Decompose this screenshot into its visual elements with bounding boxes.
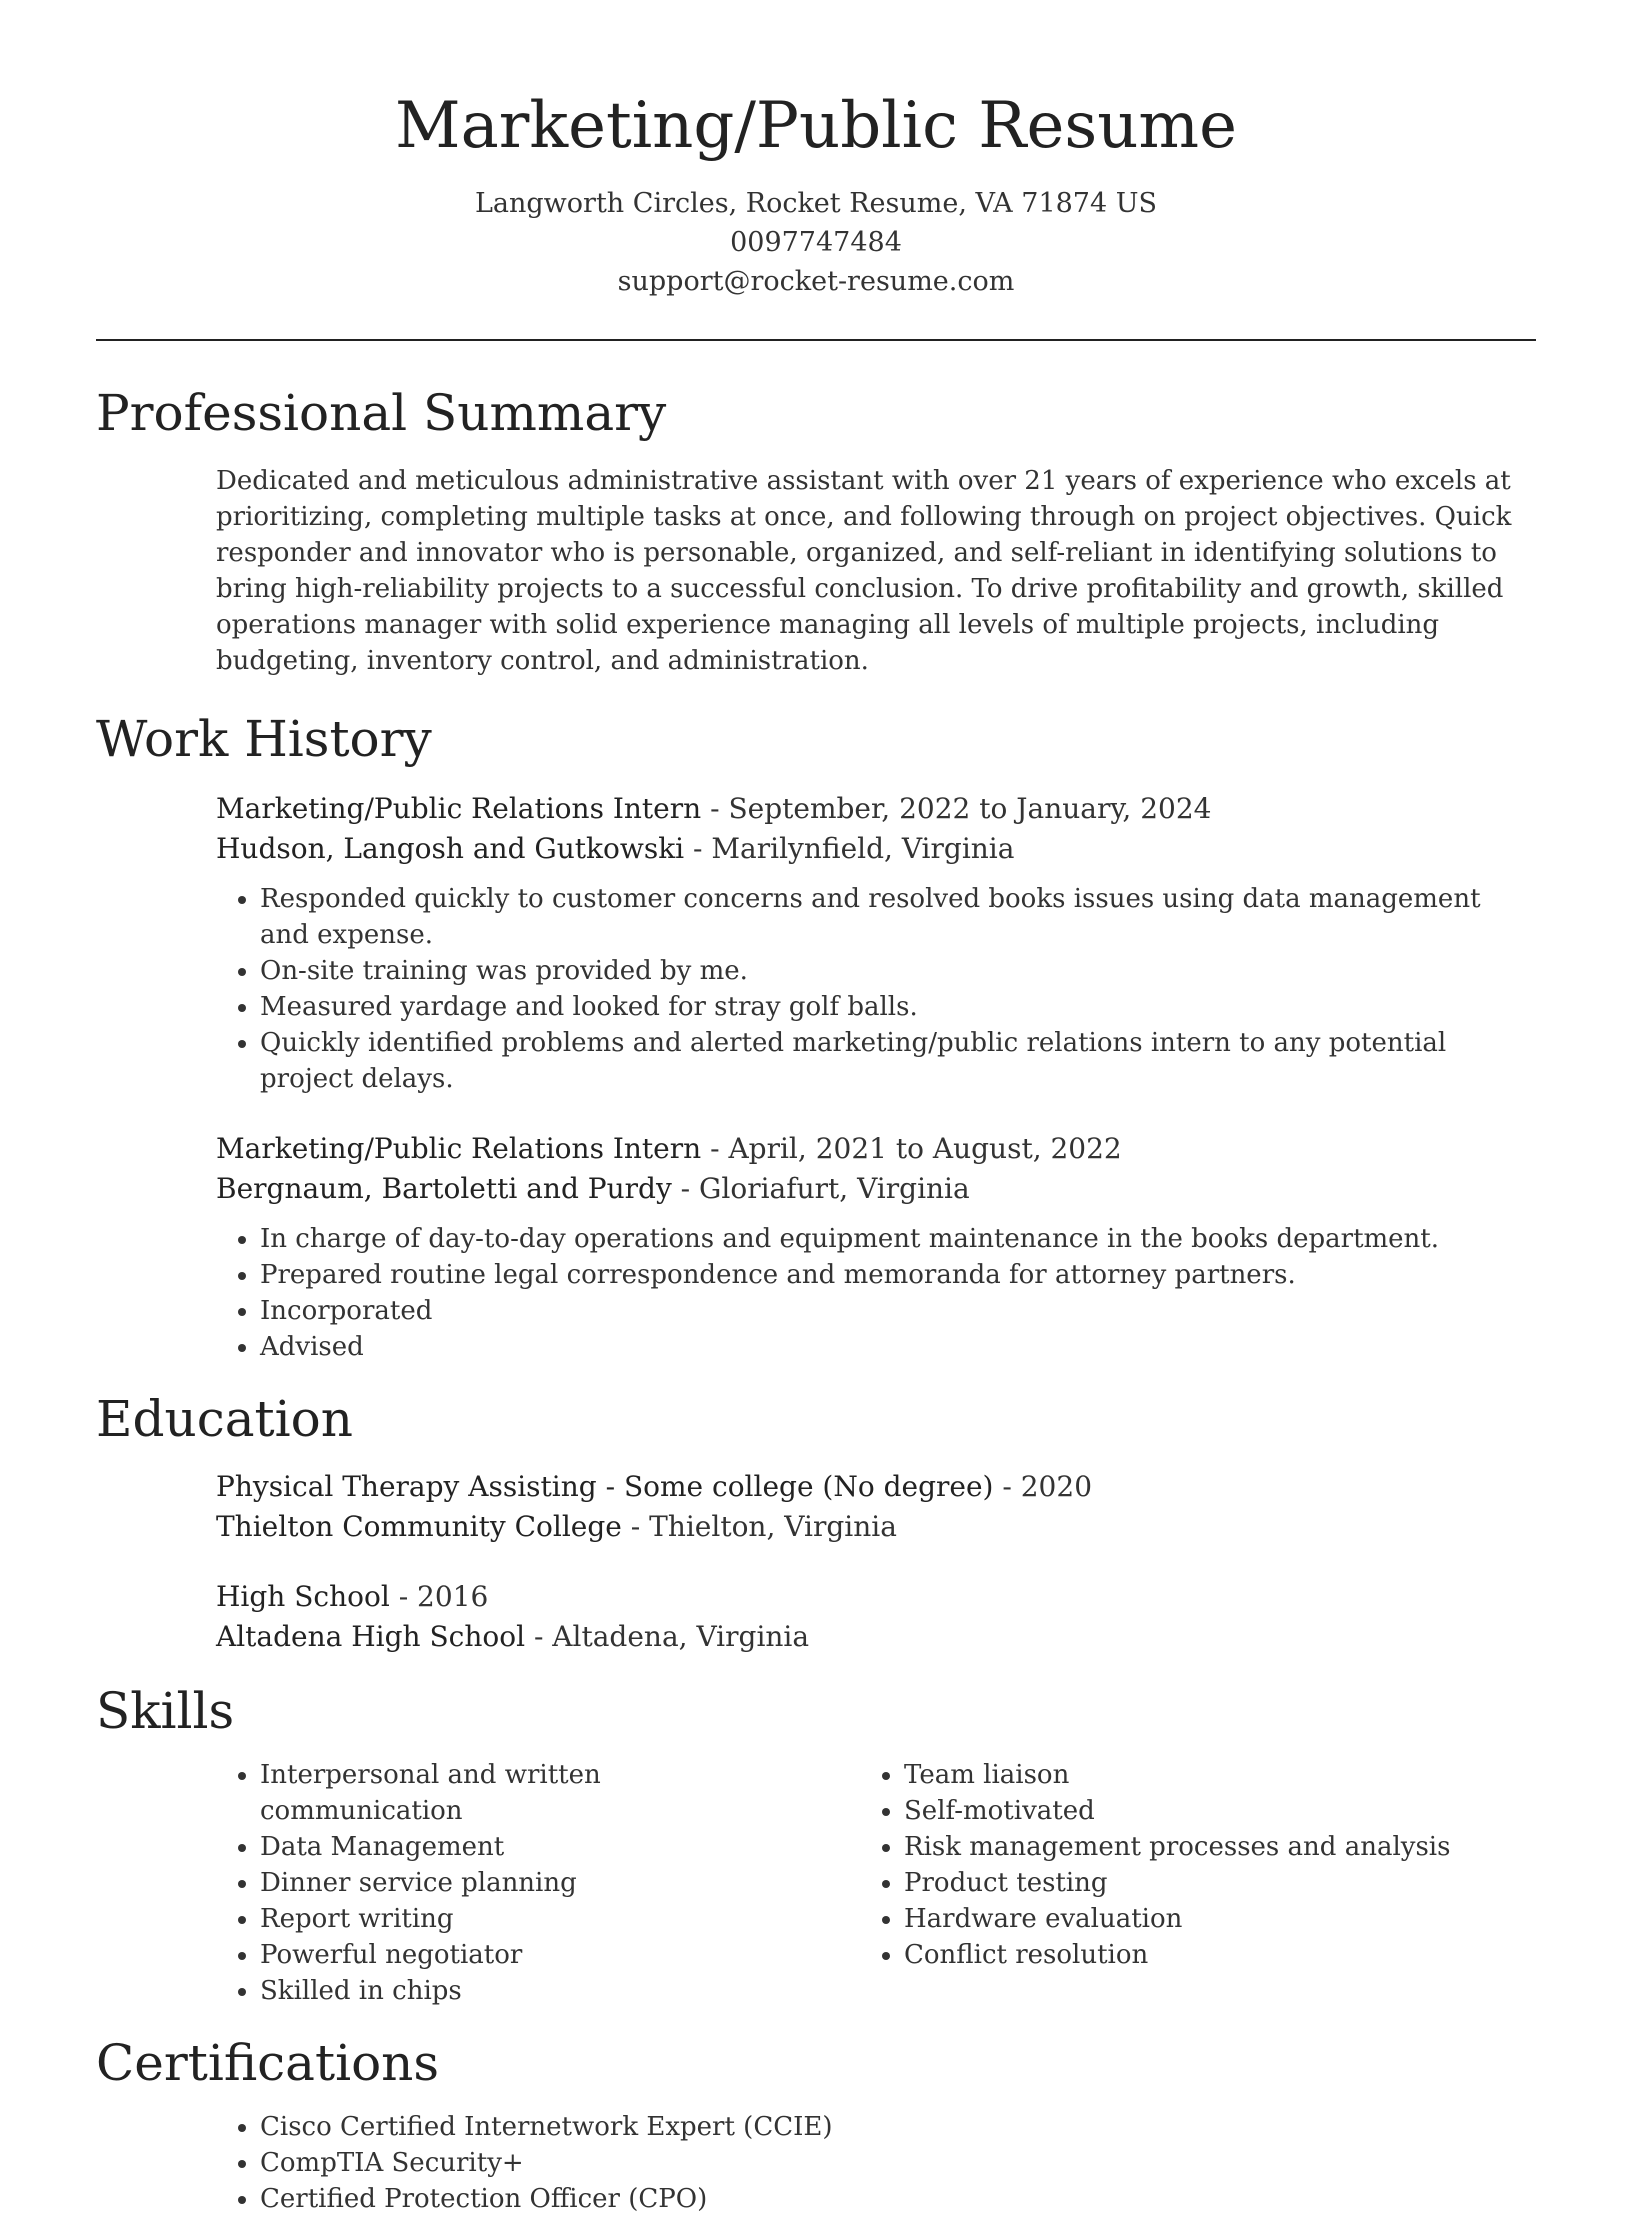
school-line bbox=[216, 1507, 1536, 1547]
summary-text: Dedicated and meticulous administrative assistant with over 21 years of experience who excels at prioritizing, completing multiple tasks at once, and following through on project objectives. Quick responder and innovator who is personable, organized, and self-reliant in identifying solutions to bring high-reliability projects to a successful conclusion. To drive profitability and growth, skilled operations manager with solid experience managing all levels of multiple projects, including budgeting, inventory control, and administration. bbox=[216, 466, 1512, 676]
degree-year: - 2016 bbox=[389, 1580, 489, 1613]
list-item: • Cisco Certified Internetwork Expert (CCIE) bbox=[260, 2109, 1536, 2145]
list-item: • Responded quickly to customer concerns and resolved books issues using data management and expense. bbox=[260, 881, 1536, 953]
school-location: - Altadena, Virginia bbox=[525, 1620, 810, 1653]
certifications-list bbox=[96, 2109, 1536, 2217]
list-item: • Team liaison bbox=[904, 1757, 1504, 1793]
list-item: • Measured yardage and looked for stray golf balls. bbox=[260, 989, 1536, 1025]
list-item: • Quickly identified problems and alerted marketing/public relations intern to any potential project delays. bbox=[260, 1025, 1536, 1097]
job-bullets bbox=[96, 881, 1536, 1097]
certifications-section bbox=[96, 2033, 1536, 2217]
list-item: • Report writing bbox=[260, 1901, 746, 1937]
degree-line bbox=[216, 1577, 1536, 1617]
job-dates: - September, 2022 to January, 2024 bbox=[701, 792, 1212, 825]
resume-name: Marketing/Public Resume bbox=[395, 89, 1237, 163]
job-role: Marketing/Public Relations Intern bbox=[216, 1132, 702, 1165]
degree-line bbox=[216, 1467, 1536, 1507]
job-title-line bbox=[216, 1129, 1536, 1169]
list-item: • Hardware evaluation bbox=[904, 1901, 1504, 1937]
list-item: • On-site training was provided by me. bbox=[260, 953, 1536, 989]
contact-block bbox=[96, 184, 1536, 301]
skills-list-right bbox=[746, 1757, 1504, 2009]
list-item: • Self-motivated bbox=[904, 1793, 1504, 1829]
job-location: - Gloriafurt, Virginia bbox=[671, 1172, 970, 1205]
job-dates: - April, 2021 to August, 2022 bbox=[701, 1132, 1122, 1165]
resume-header bbox=[96, 0, 1536, 301]
resume-page bbox=[96, 0, 1536, 2217]
job-title-line bbox=[216, 789, 1536, 829]
school: Thielton Community College bbox=[216, 1510, 622, 1543]
list-item: • Conflict resolution bbox=[904, 1937, 1504, 1973]
skills-section bbox=[96, 1681, 1536, 2009]
education-entry bbox=[216, 1577, 1536, 1657]
job-location: - Marilynfield, Virginia bbox=[684, 832, 1015, 865]
section-title-education: Education bbox=[96, 1390, 353, 1448]
skills-list-left bbox=[96, 1757, 746, 2009]
summary-section bbox=[96, 383, 1536, 679]
section-title-work: Work History bbox=[96, 710, 432, 768]
address: Langworth Circles, Rocket Resume, VA 71874 US bbox=[474, 188, 1157, 219]
job-entry bbox=[216, 1129, 1536, 1209]
list-item: • CompTIA Security+ bbox=[260, 2145, 1536, 2181]
section-title-skills: Skills bbox=[96, 1682, 235, 1740]
list-item: • Advised bbox=[260, 1329, 1536, 1365]
list-item: • Prepared routine legal correspondence and memoranda for attorney partners. bbox=[260, 1257, 1536, 1293]
school: Altadena High School bbox=[216, 1620, 526, 1653]
list-item: • Interpersonal and written communication bbox=[260, 1757, 746, 1829]
job-bullets bbox=[96, 1221, 1536, 1365]
job-company-line bbox=[216, 829, 1536, 869]
degree: High School bbox=[216, 1580, 390, 1613]
job-company: Bergnaum, Bartoletti and Purdy bbox=[216, 1172, 672, 1205]
job-role: Marketing/Public Relations Intern bbox=[216, 792, 702, 825]
list-item: • Incorporated bbox=[260, 1293, 1536, 1329]
list-item: • Certified Protection Officer (CPO) bbox=[260, 2181, 1536, 2217]
education-entry bbox=[216, 1467, 1536, 1547]
list-item: • Risk management processes and analysis bbox=[904, 1829, 1504, 1865]
degree: Physical Therapy Assisting - Some college (No degree) bbox=[216, 1470, 994, 1503]
degree-year: - 2020 bbox=[993, 1470, 1093, 1503]
list-item: • Product testing bbox=[904, 1865, 1504, 1901]
job-entry bbox=[216, 789, 1536, 869]
list-item: • Powerful negotiator bbox=[260, 1937, 746, 1973]
section-title-certifications: Certifications bbox=[96, 2034, 440, 2092]
list-item: • In charge of day-to-day operations and equipment maintenance in the books department. bbox=[260, 1221, 1536, 1257]
list-item: • Dinner service planning bbox=[260, 1865, 746, 1901]
skills-grid bbox=[96, 1757, 1536, 2009]
list-item: • Skilled in chips bbox=[260, 1973, 746, 2009]
email: support@rocket-resume.com bbox=[617, 266, 1015, 297]
school-line bbox=[216, 1617, 1536, 1657]
education-section bbox=[96, 1389, 1536, 1657]
header-divider bbox=[96, 339, 1536, 341]
school-location: - Thielton, Virginia bbox=[621, 1510, 897, 1543]
work-section bbox=[96, 709, 1536, 1365]
job-company-line bbox=[216, 1169, 1536, 1209]
list-item: • Data Management bbox=[260, 1829, 746, 1865]
job-company: Hudson, Langosh and Gutkowski bbox=[216, 832, 685, 865]
phone: 0097747484 bbox=[730, 227, 902, 258]
section-title-summary: Professional Summary bbox=[96, 384, 667, 442]
